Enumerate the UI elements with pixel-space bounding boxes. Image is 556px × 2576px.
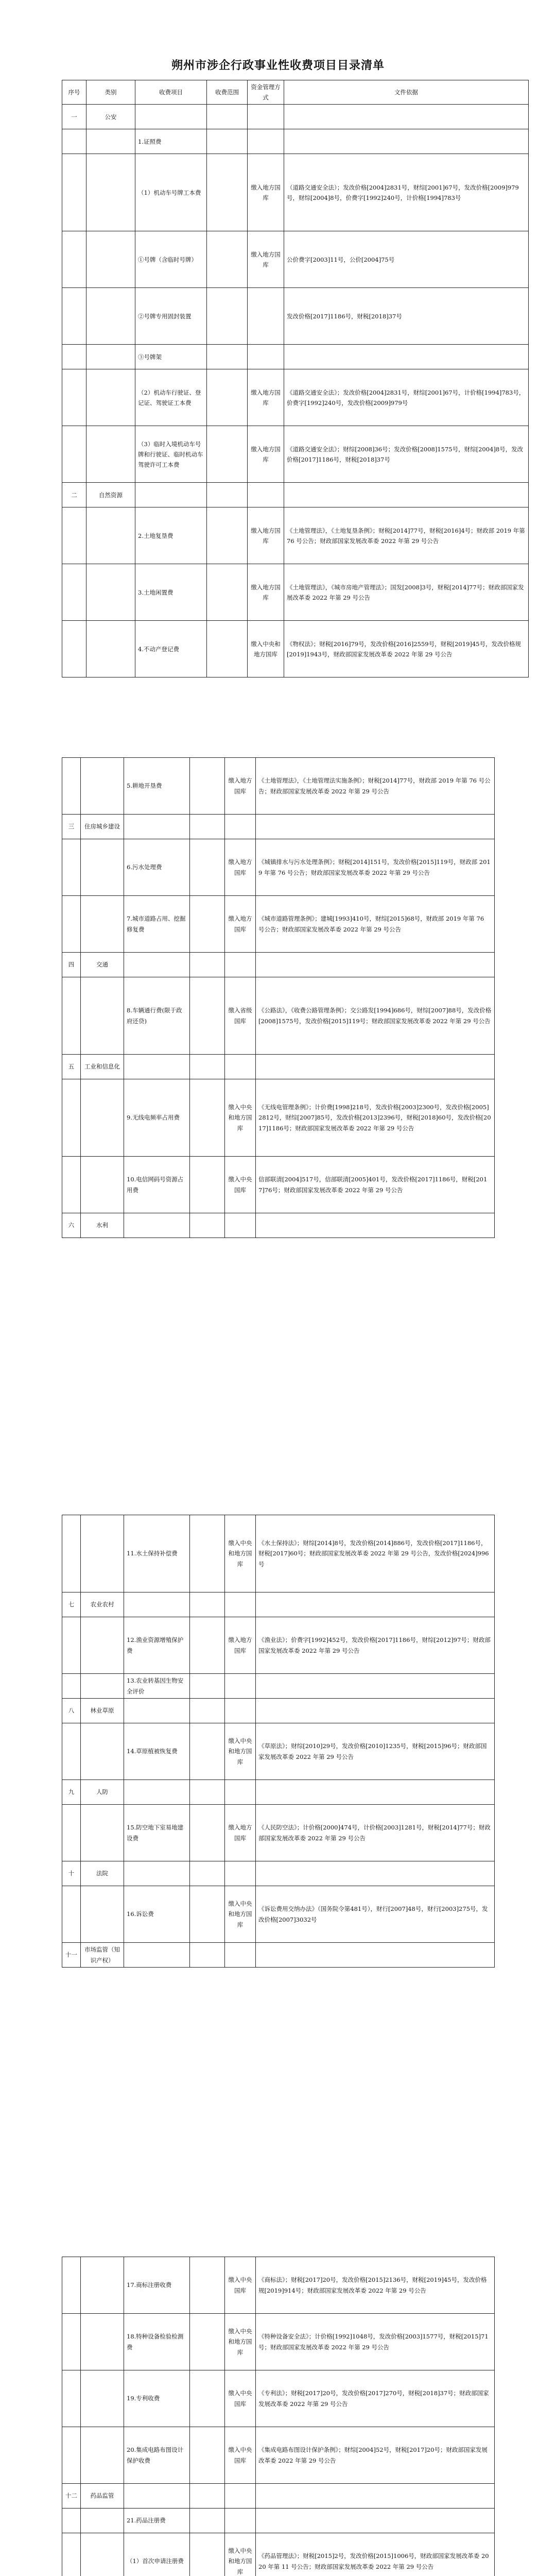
cell-item: 18.特种设备检验检测费 bbox=[124, 2314, 190, 2370]
cell-cat bbox=[81, 1617, 124, 1674]
cell-basis: 《药品管理法》；财税[2015]2号，发改价格[2015]1006号，财政部国家发展改革委 2020 年第 11 号公告；财政部国家发展改革委 2022 年第 29 号公告 bbox=[256, 2533, 495, 2576]
cell-basis: 《特种设备安全法》；计价格[1992]1048号，发改价格[2003]1577号，财税[2015]71号；财政部国家发展改革委 2022 年第 29 号公告 bbox=[256, 2314, 495, 2370]
cell-cat bbox=[81, 1515, 124, 1592]
cell-cat: 农业农村 bbox=[81, 1592, 124, 1617]
cell-cat: 人防 bbox=[81, 1780, 124, 1805]
cell-scope bbox=[190, 2484, 225, 2509]
cell-scope bbox=[190, 1805, 225, 1861]
cell-item bbox=[135, 483, 207, 507]
cell-seq bbox=[62, 154, 86, 231]
table-row bbox=[62, 977, 495, 1055]
cell-basis: 《公路法》，《收费公路管理条例》；交公路发[1994]686号，财综[2007]88号，发改价格[2008]1575号，发改价格[2015]119号；财政部国家发展改革委 2022 年第 29 号公告 bbox=[256, 977, 495, 1055]
cell-scope bbox=[207, 483, 248, 507]
cell-item: 7.城市道路占用、挖掘修复费 bbox=[124, 896, 190, 953]
cell-cat: 市场监管（知识产权） bbox=[81, 1943, 124, 1968]
cell-basis bbox=[256, 1943, 495, 1968]
cell-basis: 《道路交通安全法》；发改价格[2004]2831号，财综[2001]67号，计价格[1994]783号，价费字[1992]240号，发改价格[2009]979号 bbox=[284, 369, 529, 426]
cell-seq bbox=[62, 2257, 81, 2314]
cell-cat bbox=[86, 621, 135, 677]
cell-cat bbox=[81, 2370, 124, 2427]
cell-scope bbox=[190, 1592, 225, 1617]
cell-basis bbox=[256, 953, 495, 977]
cell-scope bbox=[190, 815, 225, 839]
cell-cat bbox=[86, 288, 135, 345]
cell-scope bbox=[190, 896, 225, 953]
cell-item: 3.土地闲置费 bbox=[135, 564, 207, 621]
cell-scope bbox=[190, 2370, 225, 2427]
cell-item: （1）首次申请注册费 bbox=[124, 2533, 190, 2576]
table-row bbox=[62, 953, 495, 977]
cell-basis bbox=[256, 1213, 495, 1238]
cell-seq: 一 bbox=[62, 105, 86, 129]
cell-scope bbox=[190, 1674, 225, 1699]
cell-seq: 五 bbox=[62, 1055, 81, 1079]
cell-item bbox=[124, 1943, 190, 1968]
cell-item: ①号牌（含临时号牌） bbox=[135, 231, 207, 288]
cell-cat bbox=[86, 507, 135, 564]
cell-seq: 十一 bbox=[62, 1943, 81, 1968]
column-header: 收费范围 bbox=[207, 80, 248, 105]
table-row bbox=[62, 129, 529, 154]
cell-seq bbox=[62, 2533, 81, 2576]
cell-dept: 缴入中央和地方国库 bbox=[225, 1886, 256, 1943]
cell-scope bbox=[207, 154, 248, 231]
cell-basis bbox=[256, 1861, 495, 1886]
cell-item bbox=[124, 815, 190, 839]
table-row bbox=[62, 1861, 495, 1886]
cell-item: 1.证照费 bbox=[135, 129, 207, 154]
cell-dept: 缴入中央国库 bbox=[225, 2370, 256, 2427]
cell-scope bbox=[190, 1213, 225, 1238]
table-row bbox=[62, 1079, 495, 1157]
cell-dept: 缴入中央国库 bbox=[225, 1157, 256, 1213]
cell-item bbox=[124, 1699, 190, 1723]
cell-dept: 缴入省级国库 bbox=[225, 977, 256, 1055]
cell-item: 11.水土保持补偿费 bbox=[124, 1515, 190, 1592]
cell-scope bbox=[207, 369, 248, 426]
cell-cat bbox=[86, 129, 135, 154]
cell-cat bbox=[81, 2427, 124, 2484]
cell-scope bbox=[190, 1699, 225, 1723]
cell-cat: 工业和信息化 bbox=[81, 1055, 124, 1079]
table-row bbox=[62, 1886, 495, 1943]
cell-cat: 自然资源 bbox=[86, 483, 135, 507]
cell-seq: 六 bbox=[62, 1213, 81, 1238]
cell-seq bbox=[62, 2314, 81, 2370]
cell-basis: 公价费字[2003]11号，公价[2004]75号 bbox=[284, 231, 529, 288]
cell-basis bbox=[284, 129, 529, 154]
table-row bbox=[62, 2314, 495, 2370]
cell-dept: 缴入中央国库 bbox=[225, 2427, 256, 2484]
cell-dept: 缴入中央国库 bbox=[225, 2257, 256, 2314]
cell-item bbox=[124, 2484, 190, 2509]
fee-table bbox=[62, 1515, 495, 1968]
cell-item bbox=[124, 1780, 190, 1805]
cell-scope bbox=[190, 758, 225, 815]
cell-basis bbox=[284, 105, 529, 129]
table-row bbox=[62, 1805, 495, 1861]
table-row bbox=[62, 896, 495, 953]
cell-dept: 缴入中央和地方国库 bbox=[225, 1723, 256, 1780]
cell-basis bbox=[256, 1699, 495, 1723]
cell-item: 12.渔业资源增殖保护费 bbox=[124, 1617, 190, 1674]
cell-seq bbox=[62, 369, 86, 426]
cell-basis: 信部联清[2004]517号，信部联清[2005]401号，发改价格[2017]1186号，财税[2017]76号；财政部国家发展改革委 2022 年第 29 号公告 bbox=[256, 1157, 495, 1213]
table-row bbox=[62, 1515, 495, 1592]
cell-basis: 《城市道路管理条例》；建城[1993]410号，财综[2015]68号，财政部 2019 年第 76 号公告；财政部国家发展改革委 2022 年第 29 号公告 bbox=[256, 896, 495, 953]
cell-item: ②号牌专用固封装置 bbox=[135, 288, 207, 345]
cell-dept bbox=[225, 1213, 256, 1238]
cell-dept bbox=[225, 1055, 256, 1079]
cell-cat bbox=[81, 1723, 124, 1780]
cell-scope bbox=[190, 1157, 225, 1213]
cell-cat bbox=[81, 1674, 124, 1699]
fee-table bbox=[62, 80, 529, 677]
cell-item: 10.电信网码号资源占用费 bbox=[124, 1157, 190, 1213]
cell-scope bbox=[190, 1055, 225, 1079]
table-row bbox=[62, 2427, 495, 2484]
table-row bbox=[62, 1780, 495, 1805]
table-row bbox=[62, 105, 529, 129]
cell-dept bbox=[225, 2484, 256, 2509]
cell-dept bbox=[225, 1674, 256, 1699]
column-header: 文件依据 bbox=[284, 80, 529, 105]
cell-basis: 《诉讼费用交纳办法》（国务院令第481号），财行[2007]48号，财行[2003]275号，发改价格[2007]3032号 bbox=[256, 1886, 495, 1943]
cell-cat bbox=[81, 1886, 124, 1943]
fee-table bbox=[62, 757, 495, 1238]
cell-scope bbox=[190, 1780, 225, 1805]
cell-cat bbox=[81, 758, 124, 815]
cell-seq bbox=[62, 231, 86, 288]
cell-seq bbox=[62, 896, 81, 953]
cell-seq bbox=[62, 839, 81, 896]
cell-cat: 住房城乡建设 bbox=[81, 815, 124, 839]
cell-cat bbox=[81, 2533, 124, 2576]
cell-dept: 缴入地方国库 bbox=[225, 1805, 256, 1861]
cell-seq: 八 bbox=[62, 1699, 81, 1723]
cell-item bbox=[124, 1592, 190, 1617]
cell-scope bbox=[207, 621, 248, 677]
cell-item bbox=[124, 953, 190, 977]
cell-item: 6.污水处理费 bbox=[124, 839, 190, 896]
cell-basis bbox=[284, 483, 529, 507]
cell-item: 4.不动产登记费 bbox=[135, 621, 207, 677]
cell-cat bbox=[86, 154, 135, 231]
cell-item: 2.土地复垦费 bbox=[135, 507, 207, 564]
table-row bbox=[62, 231, 529, 288]
table-row bbox=[62, 1674, 495, 1699]
cell-dept bbox=[248, 345, 284, 369]
cell-basis: 《物权法》；财税[2016]79号，发改价格[2016]2559号，财税[2019]45号，发改价格规[2019]1943号，财政部国家发展改革委 2022 年第 29 号公告 bbox=[284, 621, 529, 677]
column-header: 序号 bbox=[62, 80, 86, 105]
cell-item bbox=[124, 1861, 190, 1886]
cell-cat bbox=[86, 369, 135, 426]
page-1 bbox=[62, 57, 525, 677]
cell-seq bbox=[62, 288, 86, 345]
cell-scope bbox=[207, 345, 248, 369]
cell-item: 14.草原植被恢复费 bbox=[124, 1723, 190, 1780]
table-row bbox=[62, 758, 495, 815]
cell-seq bbox=[62, 426, 86, 483]
cell-seq bbox=[62, 1886, 81, 1943]
cell-item: 21.药品注册费 bbox=[124, 2509, 190, 2533]
table-header-row bbox=[62, 80, 529, 105]
cell-dept: 缴入中央和地方国库 bbox=[225, 2533, 256, 2576]
cell-cat: 林业草原 bbox=[81, 1699, 124, 1723]
cell-dept: 缴入地方国库 bbox=[225, 896, 256, 953]
cell-item: 9.无线电频率占用费 bbox=[124, 1079, 190, 1157]
cell-dept bbox=[225, 1780, 256, 1805]
table-row bbox=[62, 1157, 495, 1213]
table-row bbox=[62, 2484, 495, 2509]
cell-scope bbox=[190, 2509, 225, 2533]
cell-seq bbox=[62, 2370, 81, 2427]
cell-seq: 十二 bbox=[62, 2484, 81, 2509]
table-row bbox=[62, 2533, 495, 2576]
cell-cat bbox=[86, 345, 135, 369]
page-4 bbox=[62, 2257, 494, 2576]
table-row bbox=[62, 2509, 495, 2533]
table-row bbox=[62, 426, 529, 483]
cell-scope bbox=[207, 105, 248, 129]
cell-dept: 缴入地方国库 bbox=[225, 839, 256, 896]
cell-item: 8.车辆通行费(限于政府还贷) bbox=[124, 977, 190, 1055]
cell-scope bbox=[190, 2257, 225, 2314]
cell-scope bbox=[190, 2533, 225, 2576]
cell-basis: 《土地管理法》，《土地管理法实施条例》；财税[2014]77号，财政部 2019 年第 76 号公告；财政部国家发展改革委 2022 年第 29 号公告 bbox=[256, 758, 495, 815]
cell-scope bbox=[207, 426, 248, 483]
cell-dept: 缴入地方国库 bbox=[248, 564, 284, 621]
cell-seq bbox=[62, 129, 86, 154]
table-row bbox=[62, 507, 529, 564]
cell-dept bbox=[225, 1699, 256, 1723]
cell-basis: 《土地管理法》，《城市房地产管理法》；国发[2008]3号，财税[2014]77号；财政部国家发展改革委 2022 年第 29 号公告 bbox=[284, 564, 529, 621]
cell-seq bbox=[62, 1617, 81, 1674]
cell-dept: 缴入地方国库 bbox=[248, 231, 284, 288]
cell-dept bbox=[225, 815, 256, 839]
cell-seq bbox=[62, 1805, 81, 1861]
cell-dept: 缴入中央和地方国库 bbox=[248, 621, 284, 677]
column-header: 资金管理方式 bbox=[248, 80, 284, 105]
table-row bbox=[62, 288, 529, 345]
cell-seq bbox=[62, 621, 86, 677]
table-row bbox=[62, 2257, 495, 2314]
cell-basis bbox=[256, 1055, 495, 1079]
cell-dept: 缴入中央和地方国库 bbox=[225, 2314, 256, 2370]
cell-seq: 三 bbox=[62, 815, 81, 839]
cell-basis bbox=[284, 345, 529, 369]
cell-seq: 九 bbox=[62, 1780, 81, 1805]
cell-scope bbox=[190, 1723, 225, 1780]
cell-cat: 法院 bbox=[81, 1861, 124, 1886]
cell-basis bbox=[256, 2484, 495, 2509]
cell-cat bbox=[86, 426, 135, 483]
cell-seq: 七 bbox=[62, 1592, 81, 1617]
document-title: 朔州市涉企行政事业性收费项目目录清单 bbox=[171, 59, 385, 72]
cell-basis: 《集成电路布图设计保护条例》；财综[2004]52号，财税[2017]20号；财政部国家发展改革委 2022 年第 29 号公告 bbox=[256, 2427, 495, 2484]
cell-dept: 缴入地方国库 bbox=[248, 426, 284, 483]
cell-scope bbox=[190, 1943, 225, 1968]
table-row bbox=[62, 1592, 495, 1617]
cell-basis bbox=[256, 815, 495, 839]
cell-scope bbox=[190, 953, 225, 977]
column-header: 类别 bbox=[86, 80, 135, 105]
cell-cat bbox=[81, 1805, 124, 1861]
cell-dept: 缴入地方国库 bbox=[248, 154, 284, 231]
cell-scope bbox=[190, 977, 225, 1055]
cell-item: 13.农业转基因生物安全评价 bbox=[124, 1674, 190, 1699]
cell-dept bbox=[225, 2509, 256, 2533]
cell-basis bbox=[256, 1674, 495, 1699]
cell-seq bbox=[62, 2427, 81, 2484]
cell-dept: 缴入中央和地方国库 bbox=[225, 1079, 256, 1157]
table-row bbox=[62, 839, 495, 896]
cell-dept: 缴入地方国库 bbox=[225, 1617, 256, 1674]
cell-cat bbox=[81, 839, 124, 896]
cell-basis: 《道路交通安全法》；财综[2008]36号；发改价格[2008]1575号，财综[2004]8号，发改价格[2017]1186号，财税[2018]37号 bbox=[284, 426, 529, 483]
cell-basis: 《草原法》；财综[2010]29号，发改价格[2010]1235号，财税[2015]96号；财政部国家发展改革委 2022 年第 29 号公告 bbox=[256, 1723, 495, 1780]
cell-seq: 二 bbox=[62, 483, 86, 507]
cell-cat bbox=[81, 2257, 124, 2314]
cell-scope bbox=[190, 2427, 225, 2484]
cell-item bbox=[124, 1213, 190, 1238]
cell-scope bbox=[207, 507, 248, 564]
cell-basis: 《水土保持法》；财综[2014]8号，发改价格[2014]886号，发改价格[2017]1186号，财税[2017]60号；财政部国家发展改革委 2022 年第 29 号公告，发改价格[2024]996号 bbox=[256, 1515, 495, 1592]
table-row bbox=[62, 2370, 495, 2427]
cell-item: 16.诉讼费 bbox=[124, 1886, 190, 1943]
cell-seq bbox=[62, 1674, 81, 1699]
cell-dept bbox=[225, 953, 256, 977]
cell-basis: 《人民防空法》；计价格[2000]474号，计价格[2003]1281号，财税[2014]77号；财政部国家发展改革委 2022 年第 29 号公告 bbox=[256, 1805, 495, 1861]
cell-seq: 四 bbox=[62, 953, 81, 977]
cell-basis: 《土地管理法》，《土地复垦条例》；财税[2014]77号，财税[2016]4号；财政部 2019 年第 76 号公告；财政部国家发展改革委 2022 年第 29 号公告 bbox=[284, 507, 529, 564]
cell-scope bbox=[190, 1079, 225, 1157]
table-row bbox=[62, 369, 529, 426]
table-row bbox=[62, 345, 529, 369]
cell-basis: 《商标法》；财税[2017]20号，发改价格[2015]2136号，财税[2019]45号，发改价格规[2019]914号；财政部国家发展改革委 2022 年第 29 号公告 bbox=[256, 2257, 495, 2314]
cell-scope bbox=[207, 231, 248, 288]
cell-dept: 缴入地方国库 bbox=[248, 507, 284, 564]
table-row bbox=[62, 1213, 495, 1238]
cell-basis bbox=[256, 1780, 495, 1805]
cell-seq bbox=[62, 507, 86, 564]
cell-scope bbox=[207, 129, 248, 154]
table-row bbox=[62, 154, 529, 231]
cell-seq bbox=[62, 1515, 81, 1592]
table-row bbox=[62, 564, 529, 621]
cell-basis: 《渔业法》；价费字[1992]452号，发改价格[2017]1186号，财综[2012]97号；财政部国家发展改革委 2022 年第 29 号公告 bbox=[256, 1617, 495, 1674]
cell-dept: 缴入中央和地方国库 bbox=[225, 1515, 256, 1592]
cell-cat bbox=[81, 896, 124, 953]
cell-seq bbox=[62, 758, 81, 815]
table-row bbox=[62, 1055, 495, 1079]
cell-seq bbox=[62, 2509, 81, 2533]
table-row bbox=[62, 815, 495, 839]
cell-scope bbox=[190, 1617, 225, 1674]
cell-seq bbox=[62, 977, 81, 1055]
cell-basis bbox=[256, 2509, 495, 2533]
cell-cat bbox=[86, 564, 135, 621]
table-row bbox=[62, 1943, 495, 1968]
cell-dept bbox=[248, 105, 284, 129]
cell-cat: 水利 bbox=[81, 1213, 124, 1238]
cell-item: 15.防空地下室易地建设费 bbox=[124, 1805, 190, 1861]
cell-cat bbox=[81, 977, 124, 1055]
cell-dept: 缴入地方国库 bbox=[225, 758, 256, 815]
cell-cat: 公安 bbox=[86, 105, 135, 129]
cell-scope bbox=[190, 1886, 225, 1943]
cell-item: 19.专利收费 bbox=[124, 2370, 190, 2427]
table-row bbox=[62, 483, 529, 507]
cell-cat: 药品监管 bbox=[81, 2484, 124, 2509]
cell-item: 17.商标注册收费 bbox=[124, 2257, 190, 2314]
cell-item: （3）临时入境机动车号牌和行驶证、临时机动车驾驶许可工本费 bbox=[135, 426, 207, 483]
table-row bbox=[62, 1699, 495, 1723]
cell-seq: 十 bbox=[62, 1861, 81, 1886]
cell-basis: 《城镇排水与污水处理条例》；财税[2014]151号，发改价格[2015]119号，财政部 2019 年第 76 号公告；财政部国家发展改革委 2022 年第 29 号公告 bbox=[256, 839, 495, 896]
cell-item: 20.集成电路布图设计保护收费 bbox=[124, 2427, 190, 2484]
cell-item bbox=[124, 1055, 190, 1079]
cell-seq bbox=[62, 564, 86, 621]
page-3 bbox=[62, 1515, 494, 1968]
cell-item: （2）机动车行驶证、登记证、驾驶证工本费 bbox=[135, 369, 207, 426]
cell-scope bbox=[207, 288, 248, 345]
cell-basis bbox=[256, 1592, 495, 1617]
cell-cat bbox=[81, 2314, 124, 2370]
cell-dept bbox=[248, 129, 284, 154]
column-header: 收费项目 bbox=[135, 80, 207, 105]
cell-basis: （道路交通安全法）；发改价格[2004]2831号，财综[2001]67号，发改价格[2009]979号，财综[2004]8号，价费字[1992]240号，计价格[1994]783号 bbox=[284, 154, 529, 231]
page-2 bbox=[62, 757, 494, 1238]
cell-item: 5.耕地开垦费 bbox=[124, 758, 190, 815]
cell-cat bbox=[81, 1079, 124, 1157]
cell-basis: 《专利法》；财税[2017]20号，发改价格[2017]270号，财税[2018]37号；财政部国家发展改革委 2022 年第 29 号公告 bbox=[256, 2370, 495, 2427]
cell-scope bbox=[207, 564, 248, 621]
cell-scope bbox=[190, 839, 225, 896]
cell-item bbox=[135, 105, 207, 129]
cell-cat bbox=[81, 1157, 124, 1213]
table-row bbox=[62, 1617, 495, 1674]
cell-scope bbox=[190, 1515, 225, 1592]
cell-dept bbox=[225, 1943, 256, 1968]
cell-dept bbox=[248, 288, 284, 345]
cell-item: （1）机动车号牌工本费 bbox=[135, 154, 207, 231]
cell-dept bbox=[225, 1592, 256, 1617]
cell-scope bbox=[190, 1861, 225, 1886]
cell-dept bbox=[225, 1861, 256, 1886]
cell-item: ③号牌架 bbox=[135, 345, 207, 369]
cell-scope bbox=[190, 2314, 225, 2370]
table-row bbox=[62, 621, 529, 677]
cell-cat bbox=[81, 2509, 124, 2533]
cell-cat: 交通 bbox=[81, 953, 124, 977]
table-row bbox=[62, 1723, 495, 1780]
cell-seq bbox=[62, 1157, 81, 1213]
cell-cat bbox=[86, 231, 135, 288]
cell-basis: 发改价格[2017]1186号，财税[2018]37号 bbox=[284, 288, 529, 345]
cell-dept bbox=[248, 483, 284, 507]
cell-seq bbox=[62, 345, 86, 369]
cell-dept: 缴入地方国库 bbox=[248, 369, 284, 426]
cell-seq bbox=[62, 1079, 81, 1157]
cell-seq bbox=[62, 1723, 81, 1780]
fee-table bbox=[62, 2257, 495, 2576]
cell-basis: 《无线电管理条例》；计价费[1998]218号，发改价格[2003]2300号，发改价格[2005]2812号，财综[2007]85号，发改价格[2013]2396号，财税[2018]60号，发改价格[2017]1186号；财政部国家发展改革委 2022 年第 29 号公告 bbox=[256, 1079, 495, 1157]
